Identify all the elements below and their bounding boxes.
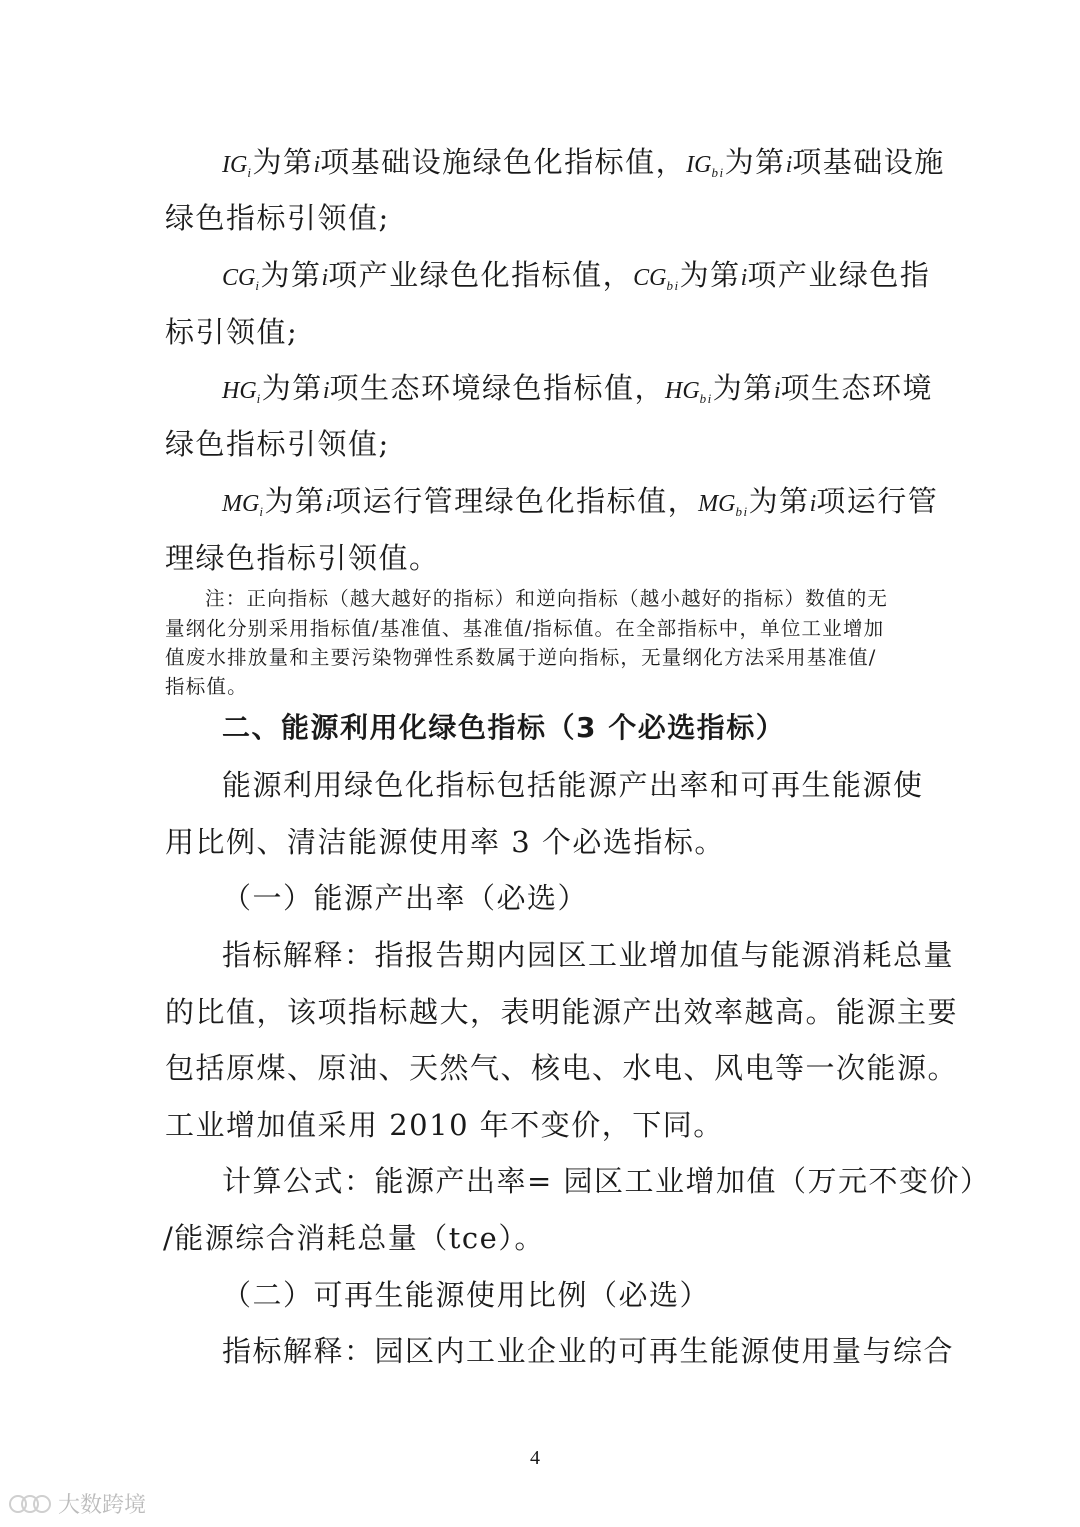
subsection-1-explanation-line3: 包括原煤、原油、天然气、核电、水电、风电等一次能源。 <box>165 1051 959 1085</box>
definition-cg-line1: $CG_i$为第i项产业绿色化指标值，$CG_{bi}$为第i项产业绿色指 <box>222 258 931 293</box>
subsection-1-explanation-line2: 的比值，该项指标越大，表明能源产出效率越高。能源主要 <box>165 995 959 1029</box>
watermark <box>8 1488 146 1519</box>
definition-mg-line2: 理绿色指标引领值。 <box>165 541 440 575</box>
subsection-2-explanation-line1: 指标解释：园区内工业企业的可再生能源使用量与综合 <box>222 1334 955 1368</box>
note-line3: 值废水排放量和主要污染物弹性系数属于逆向指标，无量纲化方法采用基准值/ <box>165 646 877 669</box>
definition-mg-line1: $MG_i$为第i项运行管理绿色化指标值，$MG_{bi}$为第i项运行管 <box>222 484 939 519</box>
watermark-text: 大数跨境 <box>58 1493 147 1518</box>
watermark-logo-icon <box>8 1491 52 1517</box>
note-line4: 指标值。 <box>165 675 248 698</box>
definition-cg-line2: 标引领值; <box>165 315 299 349</box>
subsection-1-explanation-line1: 指标解释：指报告期内园区工业增加值与能源消耗总量 <box>222 938 955 972</box>
definition-hg-line2: 绿色指标引领值; <box>165 427 390 461</box>
note-line2: 量纲化分别采用指标值/基准值、基准值/指标值。在全部指标中，单位工业增加 <box>165 617 885 640</box>
subsection-1-formula-line1: 计算公式：能源产出率= 园区工业增加值（万元不变价） <box>222 1164 991 1198</box>
subsection-2-heading: （二）可再生能源使用比例（必选） <box>222 1278 711 1312</box>
section-intro-line1: 能源利用绿色化指标包括能源产出率和可再生能源使 <box>222 768 924 802</box>
definition-hg-line1: $HG_i$为第i项生态环境绿色指标值，$HG_{bi}$为第i项生态环境 <box>222 371 933 406</box>
subsection-1-heading: （一）能源产出率（必选） <box>222 881 589 915</box>
note-line1: 注：正向指标（越大越好的指标）和逆向指标（越小越好的指标）数值的无 <box>205 587 889 610</box>
definition-ig-line2: 绿色指标引领值; <box>165 201 390 235</box>
section-intro-line2: 用比例、清洁能源使用率 3 个必选指标。 <box>165 825 725 859</box>
definition-ig-line1: $IG_i$为第i项基础设施绿色化指标值，$IG_{bi}$为第i项基础设施 <box>222 145 945 180</box>
section-heading: 二、能源利用化绿色指标（3 个必选指标） <box>222 711 786 744</box>
subsection-1-formula-line2: /能源综合消耗总量（tce）。 <box>163 1221 545 1255</box>
subsection-1-explanation-line4: 工业增加值采用 2010 年不变价，下同。 <box>165 1108 724 1142</box>
page-number: 4 <box>530 1447 540 1469</box>
